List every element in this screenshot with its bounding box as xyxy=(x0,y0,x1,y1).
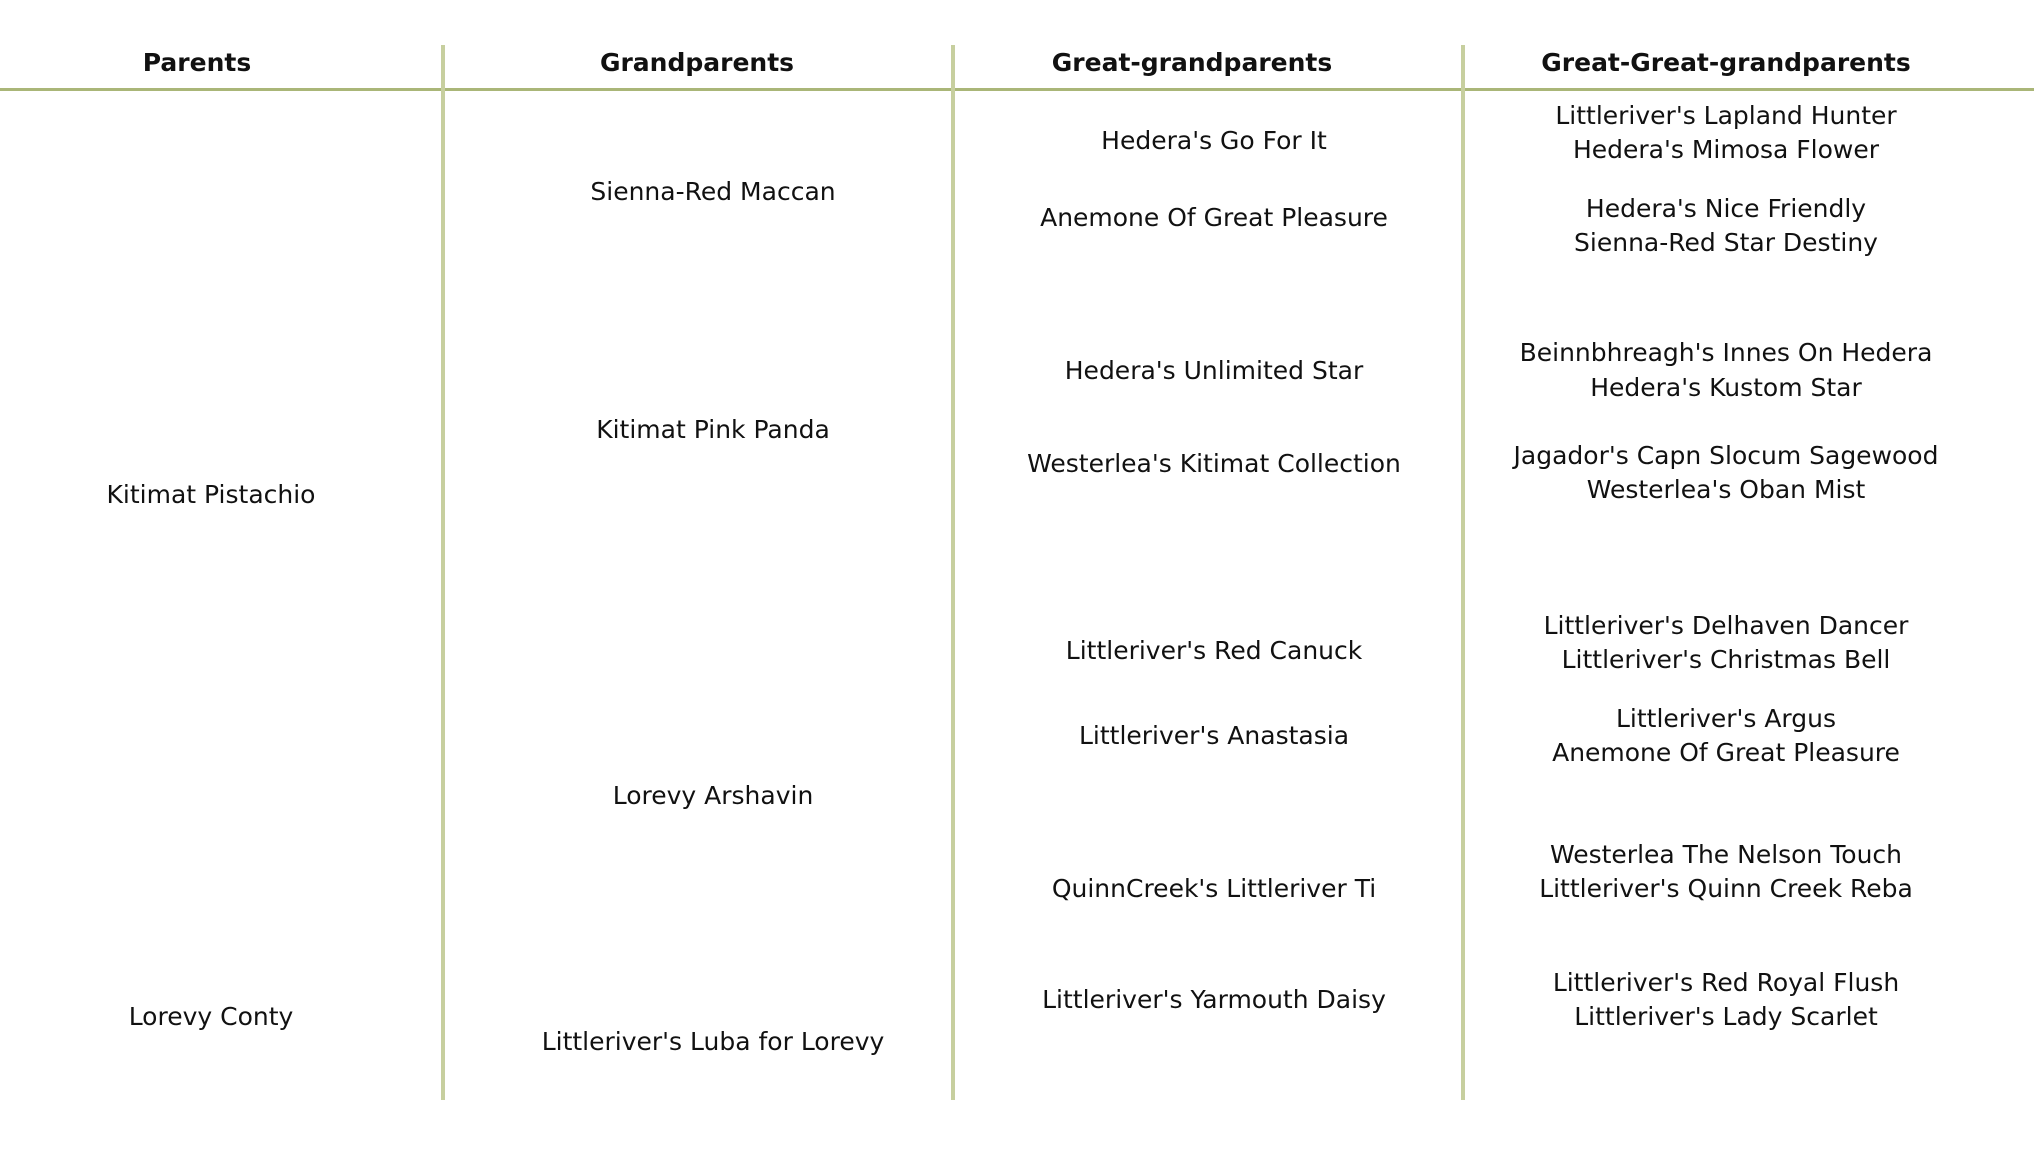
parent-entry: Lorevy Conty xyxy=(128,1002,294,1031)
great-grandparent-entry: Littleriver's Red Canuck xyxy=(1065,636,1363,665)
grandparent-entry: Sienna-Red Maccan xyxy=(590,177,836,206)
header-great-great-grandparents: Great-Great-grandparents xyxy=(1541,48,1911,77)
header-grandparents: Grandparents xyxy=(599,48,795,77)
great-grandparent-entry: Anemone Of Great Pleasure xyxy=(1040,203,1388,232)
column-divider xyxy=(441,45,445,1100)
header-divider xyxy=(0,88,2034,91)
column-divider xyxy=(1461,45,1465,1100)
header-parents: Parents xyxy=(142,48,252,77)
header-great-grandparents: Great-grandparents xyxy=(1051,48,1333,77)
great-grandparent-entry: Hedera's Unlimited Star xyxy=(1064,356,1364,385)
great-great-grandparent-entry: Littleriver's Argus xyxy=(1615,704,1837,733)
great-great-grandparent-entry: Anemone Of Great Pleasure xyxy=(1552,738,1900,767)
great-great-grandparent-entry: Beinnbhreagh's Innes On Hedera xyxy=(1519,338,1933,367)
great-great-grandparent-entry: Littleriver's Lapland Hunter xyxy=(1555,101,1897,130)
column-divider xyxy=(951,45,955,1100)
great-great-grandparent-entry: Westerlea's Oban Mist xyxy=(1586,475,1866,504)
great-great-grandparent-entry: Hedera's Nice Friendly xyxy=(1585,194,1867,223)
great-great-grandparent-entry: Littleriver's Christmas Bell xyxy=(1561,645,1891,674)
great-great-grandparent-entry: Hedera's Mimosa Flower xyxy=(1572,135,1880,164)
great-great-grandparent-entry: Jagador's Capn Slocum Sagewood xyxy=(1513,441,1939,470)
grandparent-entry: Lorevy Arshavin xyxy=(612,781,814,810)
great-great-grandparent-entry: Littleriver's Red Royal Flush xyxy=(1552,968,1900,997)
parent-entry: Kitimat Pistachio xyxy=(106,480,316,509)
great-great-grandparent-entry: Sienna-Red Star Destiny xyxy=(1574,228,1878,257)
great-great-grandparent-entry: Littleriver's Quinn Creek Reba xyxy=(1539,874,1913,903)
great-grandparent-entry: QuinnCreek's Littleriver Ti xyxy=(1051,874,1377,903)
great-great-grandparent-entry: Westerlea The Nelson Touch xyxy=(1549,840,1903,869)
grandparent-entry: Kitimat Pink Panda xyxy=(596,415,830,444)
great-great-grandparent-entry: Littleriver's Delhaven Dancer xyxy=(1543,611,1909,640)
grandparent-entry: Littleriver's Luba for Lorevy xyxy=(541,1027,885,1056)
great-great-grandparent-entry: Hedera's Kustom Star xyxy=(1590,373,1862,402)
great-grandparent-entry: Littleriver's Anastasia xyxy=(1078,721,1350,750)
great-grandparent-entry: Hedera's Go For It xyxy=(1101,126,1327,155)
great-great-grandparent-entry: Littleriver's Lady Scarlet xyxy=(1574,1002,1878,1031)
great-grandparent-entry: Littleriver's Yarmouth Daisy xyxy=(1042,985,1386,1014)
great-grandparent-entry: Westerlea's Kitimat Collection xyxy=(1027,449,1401,478)
